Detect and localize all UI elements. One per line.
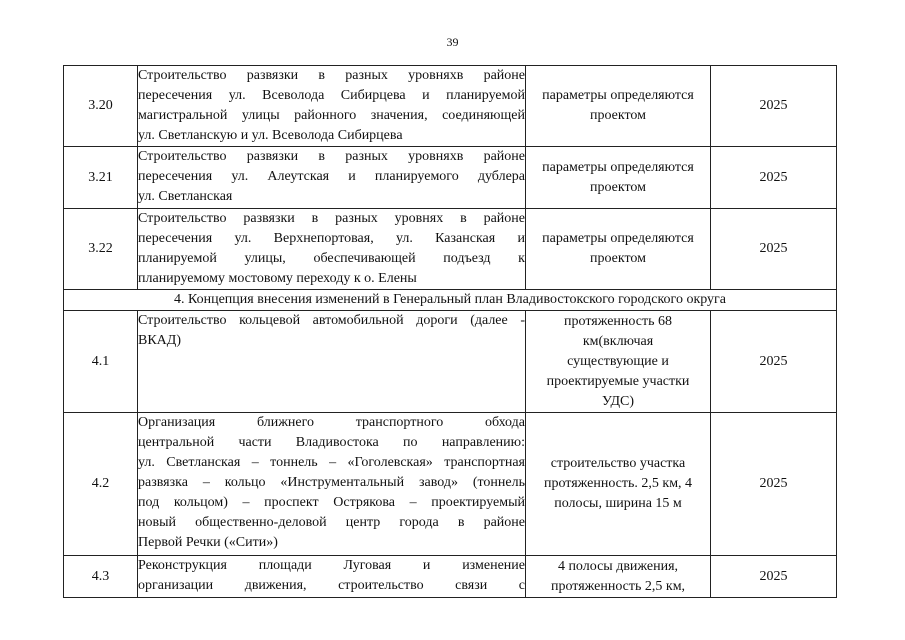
item-deadline-year: 2025 <box>711 66 837 147</box>
description-line: Строительство развязки в разных уровняхв районе <box>138 149 525 164</box>
description-line: ул. Светланская – тоннель – «Гоголевская» транспортная <box>138 455 525 470</box>
description-line: организации движения, строительство связи с <box>138 578 525 593</box>
description-line: Реконструкция площади Луговая и изменение <box>138 558 525 573</box>
description-line: планируемой улицы, обеспечивающей подъезд к <box>138 251 525 266</box>
parameter-line: строительство участка <box>550 456 686 471</box>
item-parameters <box>526 147 711 209</box>
item-deadline-year: 2025 <box>711 209 837 290</box>
description-line: пересечения ул. Верхнепортовая, ул. Казанская и <box>138 231 525 246</box>
item-number: 3.20 <box>64 66 138 147</box>
section-row <box>64 290 837 311</box>
parameter-line: протяженность 2,5 км, <box>550 578 686 594</box>
item-deadline-year: 2025 <box>711 413 837 556</box>
parameter-line: протяженность 68 <box>564 313 672 329</box>
parameter-line: проектом <box>589 179 647 195</box>
description-line: пересечения ул. Всеволода Сибирцева и планируемой <box>138 88 525 103</box>
description-line: развязка – кольцо «Инструментальный завод» (тоннель <box>138 475 525 490</box>
description-line: новый общественно-деловой центр города в районе <box>138 515 525 530</box>
parameter-line: км(включая <box>582 333 654 349</box>
table-row <box>64 209 837 290</box>
item-number: 4.2 <box>64 413 138 556</box>
table-row <box>64 413 837 556</box>
item-description <box>138 556 526 598</box>
parameter-line: параметры определяются <box>542 231 694 246</box>
item-description <box>138 66 526 147</box>
description-line: под кольцом) – проспект Острякова – проектируемый <box>138 495 525 510</box>
description-line: планируемому мостовому переходу к о. Елены <box>138 271 417 286</box>
item-deadline-year: 2025 <box>711 147 837 209</box>
parameter-line: полосы, ширина 15 м <box>554 496 682 511</box>
parameter-line: 4 полосы движения, <box>557 558 679 574</box>
item-description <box>138 311 526 413</box>
parameter-line: параметры определяются <box>542 88 694 103</box>
table-row <box>64 147 837 209</box>
item-number: 4.1 <box>64 311 138 413</box>
parameter-line: существующие и <box>567 353 669 369</box>
item-parameters <box>526 66 711 147</box>
item-parameters <box>526 556 711 598</box>
parameter-line: параметры определяются <box>542 159 694 175</box>
description-line: Организация ближнего транспортного обхода <box>138 415 525 430</box>
table-row <box>64 311 837 413</box>
item-deadline-year: 2025 <box>711 556 837 598</box>
parameter-line: проектом <box>589 251 647 266</box>
table-row <box>64 66 837 147</box>
description-line: Строительство кольцевой автомобильной дороги (далее - <box>138 313 525 328</box>
description-line: Строительство развязки в разных уровняхв районе <box>138 68 525 83</box>
description-line: Строительство развязки в разных уровнях в районе <box>138 211 525 226</box>
description-line: ВКАД) <box>138 333 181 348</box>
description-line: центральной части Владивостока по направлению: <box>138 435 525 450</box>
item-description <box>138 413 526 556</box>
item-parameters <box>526 413 711 556</box>
table-body <box>64 66 837 598</box>
description-line: Первой Речки («Сити») <box>138 535 278 550</box>
item-parameters <box>526 311 711 413</box>
parameter-line: проектом <box>589 108 647 123</box>
parameter-line: УДС) <box>601 393 635 409</box>
item-description <box>138 209 526 290</box>
measures-table <box>63 65 837 598</box>
item-number: 4.3 <box>64 556 138 598</box>
item-number: 3.21 <box>64 147 138 209</box>
table-row <box>64 556 837 598</box>
description-line: пересечения ул. Алеутская и планируемого дублера <box>138 169 525 184</box>
section-heading: 4. Концепция внесения изменений в Генеральный план Владивостокского городского округа <box>64 290 837 311</box>
parameter-line: протяженность. 2,5 км, 4 <box>543 476 693 491</box>
item-number: 3.22 <box>64 209 138 290</box>
description-line: ул. Светланская <box>138 189 233 204</box>
item-description <box>138 147 526 209</box>
parameter-line: проектируемые участки <box>546 373 690 389</box>
page-number: 39 <box>446 35 459 49</box>
description-line: ул. Светланскую и ул. Всеволода Сибирцева <box>138 128 403 143</box>
item-parameters <box>526 209 711 290</box>
description-line: магистральной улицы районного значения, соединяющей <box>138 108 525 123</box>
item-deadline-year: 2025 <box>711 311 837 413</box>
